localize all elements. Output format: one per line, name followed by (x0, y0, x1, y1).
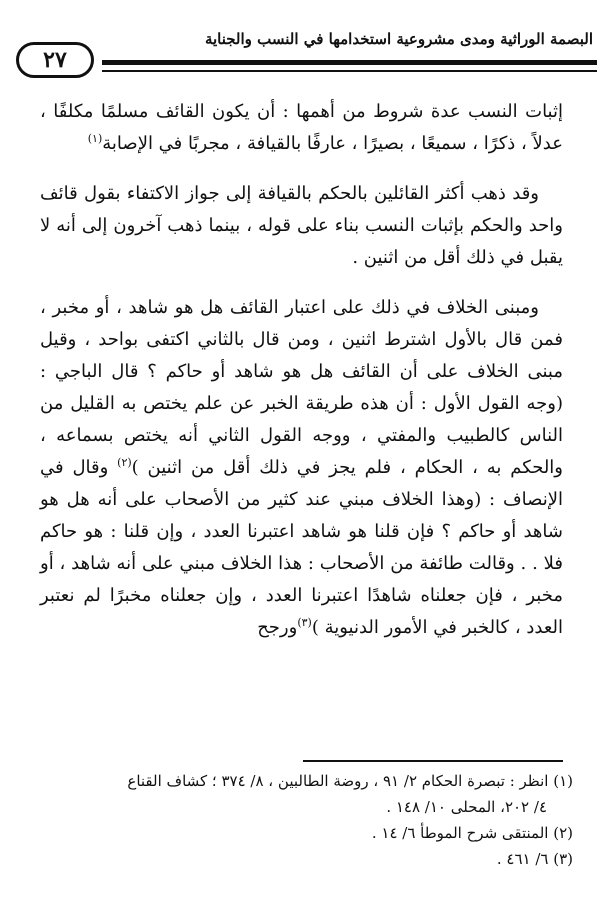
paragraph-1 (40, 96, 563, 160)
running-title: البصمة الوراثية ومدى مشروعية استخدامها في النسب والجناية (204, 30, 593, 48)
footnote-ref-3: (٣) (297, 616, 312, 629)
paragraph-3-text-b: وقال في الإنصاف : (وهذا الخلاف مبني عند كثير من الأصحاب على أنه هل هو شاهد أو حاكم ؟ فإن قلنا هو شاهد اعتبرنا العدد ، وإن قلنا : هو حاكم فلا . . وقالت طائفة من الأصحاب : هذا الخلاف مبني على أنه شاهد ، أو مخبر ، فإن جعلناه شاهدًا اعتبرنا العدد ، وإن جعلناه مخبرًا لم نعتبر العدد ، كالخبر في الأمور الدنيوية ) (40, 457, 563, 638)
footnote-ref-1: (١) (87, 132, 103, 145)
footnotes (40, 768, 573, 872)
paragraph-3-text-a: ومبنى الخلاف في ذلك على اعتبار القائف هل هو شاهد ، أو مخبر ، فمن قال بالأول اشترط اثنين ، ومن قال بالثاني اكتفى بواحد ، وقيل مبنى الخلاف على أن القائف هل هو شاهد أو حاكم ؟ قال الباجي : (وجه القول الأول : أن هذه طريقة الخبر عن علم يختص به القليل من الناس كالطبيب والمفتي ، ووجه القول الثاني أنه يختص بسماعه ، والحكم به ، الحكام ، فلم يجز في ذلك أقل من اثنين ) (40, 297, 564, 478)
footnote-1-line-1: (١) انظر : تبصرة الحكام ٢/ ٩١ ، روضة الطالبين ، ٨/ ٣٧٤ ؛ كشاف القناع (127, 772, 573, 790)
page-header (14, 20, 597, 84)
main-text (40, 96, 563, 662)
footnote-2: (٢) المنتقى شرح الموطأ ٦/ ١٤ . (371, 824, 573, 842)
header-rule-thin (102, 70, 597, 72)
paragraph-1-text: إثبات النسب عدة شروط من أهمها : أن يكون القائف مسلمًا مكلفًا ، عدلاً ، ذكرًا ، سميعًا ، بصيرًا ، عارفًا بالقيافة ، مجربًا في الإصابة (40, 101, 563, 154)
header-rule-thick (102, 60, 597, 65)
footnote-divider (303, 760, 563, 762)
footnote-1-line-2: ٤/ ٢٠٢، المحلى ١٠/ ١٤٨ . (386, 798, 547, 816)
paragraph-3-text-c: ورجح (257, 617, 298, 638)
paragraph-3 (40, 292, 563, 644)
page-number-badge: ٢٧ (16, 42, 94, 78)
footnote-ref-2: (٢) (117, 456, 132, 469)
paragraph-2: وقد ذهب أكثر القائلين بالحكم بالقيافة إلى جواز الاكتفاء بقول قائف واحد والحكم بإثبات النسب بناء على قوله ، بينما ذهب آخرون إلى أنه لا يقبل في ذلك أقل من اثنين . (40, 183, 563, 268)
footnote-3: (٣) ٦/ ٤٦١ . (496, 850, 573, 868)
